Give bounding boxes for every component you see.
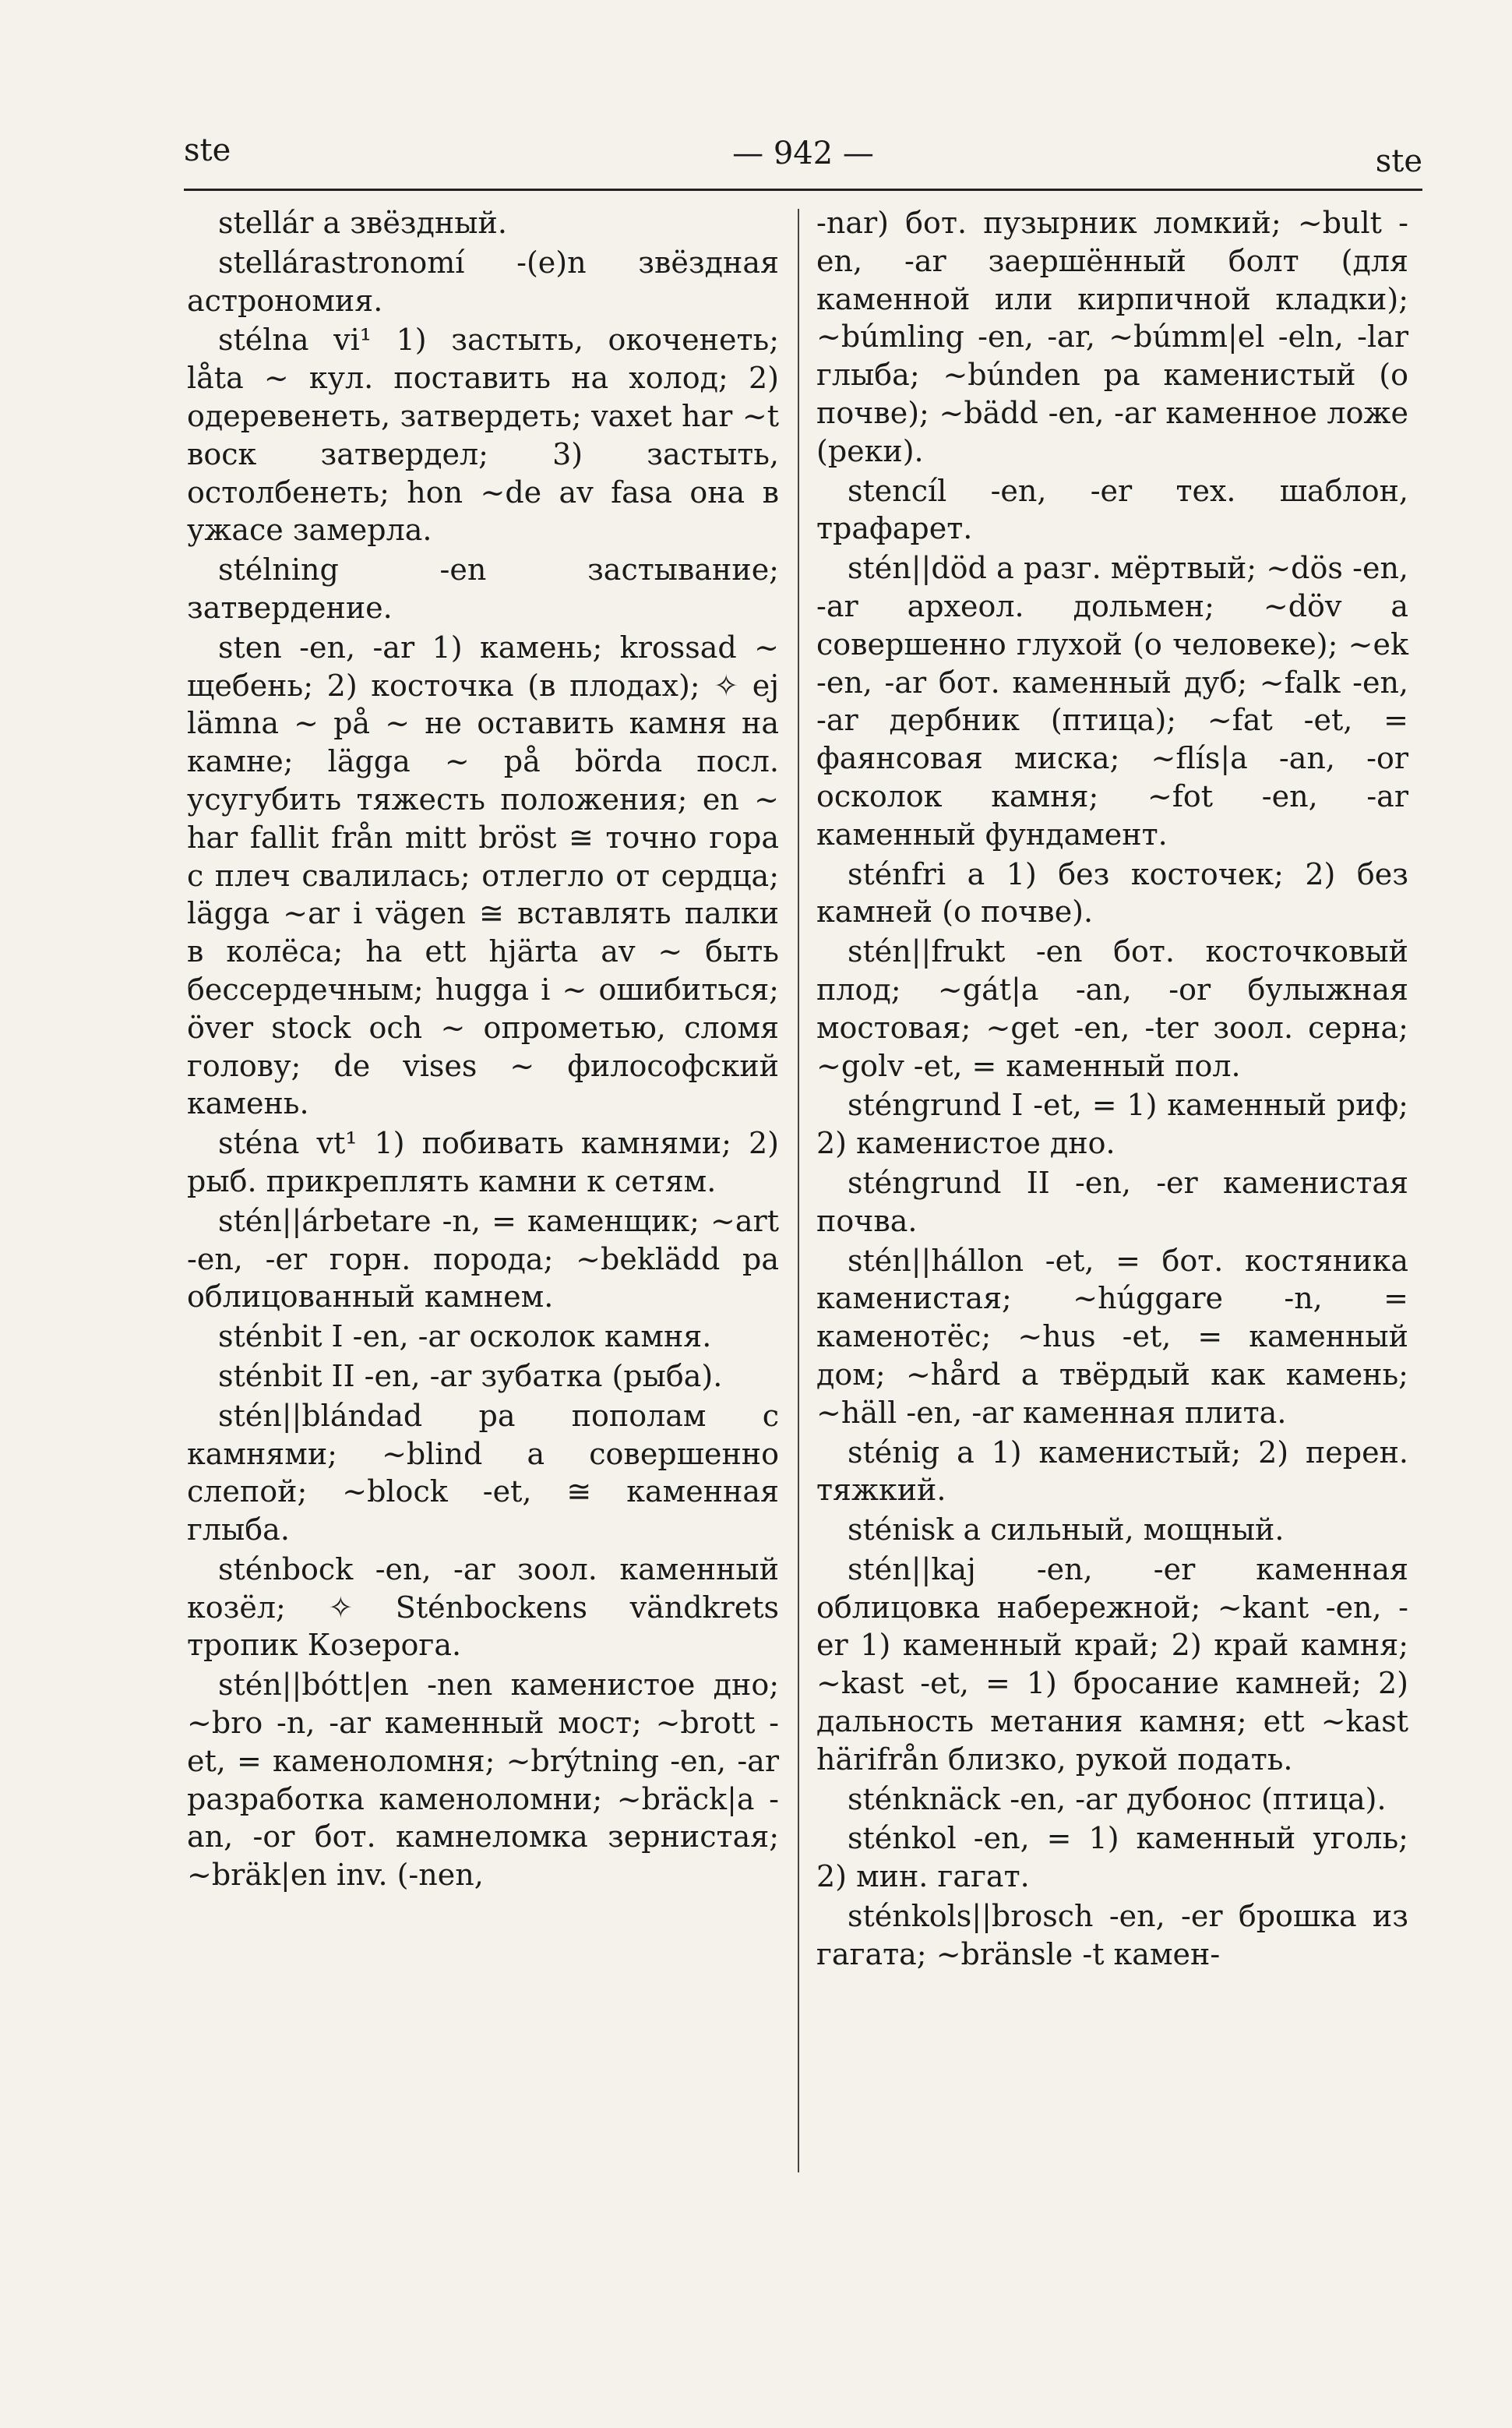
entry: sténbit II -en, -ar зубатка (рыба). (218, 1358, 723, 1393)
entry: stellár a звёздный. (218, 206, 507, 240)
entry: sténgrund I -et, = 1) каменный риф; 2) каменистое дно. (816, 1088, 1408, 1161)
entry: stencíl -en, -er тех. шаблон, трафарет. (816, 473, 1408, 546)
entry: stellárastronomí -(e)n звёздная астрономия. (187, 245, 779, 318)
entry: sténig a 1) каменистый; 2) перен. тяжкий. (816, 1435, 1408, 1508)
entry: stélna vi¹ 1) застыть, окоченеть; låta ~ кул. поставить на холод; 2) одеревенеть, затвердеть; vaxet har ~t воск затвердел; 3) застыть, остолбенеть; hon ~de av fasa она в ужасе замерла. (187, 323, 779, 548)
entry-continuation: -nar) бот. пузырник ломкий; ~bult -en, -ar заершённый болт (для каменной или кирпичной кладки); ~búmling -en, -ar, ~búmm|el -eln, -lar глыба; ~búnden pa каменистый (о почве); ~bädd -en, -ar каменное ложе (реки). (816, 206, 1408, 468)
column-divider (798, 209, 799, 2172)
entry: sténgrund II -en, -er каменистая почва. (816, 1165, 1408, 1238)
entry: sténkols||brosch -en, -er брошка из гагата; ~bränsle -t камен- (816, 1899, 1408, 1971)
entry: sten -en, -ar 1) камень; krossad ~ щебень; 2) косточка (в плодах); ✧ ej lämna ~ på ~ не оставить камня на камне; lägga ~ på börda посл. усугубить тяжесть положения; en ~ har fallit från mitt bröst ≅ точно гора с плеч свалилась; отлегло от сердца; lägga ~ar i vägen ≅ вставлять палки в колёса; ha ett hjärta av ~ быть бессердечным; hugga i ~ ошибиться; över stock och ~ опрометью, сломя голову; de vises ~ философский камень. (187, 630, 779, 1121)
entry: sténfri a 1) без косточек; 2) без камней (о почве). (816, 856, 1408, 930)
entry: sténisk a сильный, мощный. (848, 1512, 1285, 1547)
header-rule (184, 189, 1422, 191)
entry: sténknäck -en, -ar дубонос (птица). (848, 1781, 1387, 1816)
entry: stén||árbetare -n, = каменщик; ~art -en, -er горн. порода; ~beklädd pa облицованный камнем. (187, 1203, 779, 1315)
entry: stén||kaj -en, -er каменная облицовка набережной; ~kant -en, -er 1) каменный край; 2) край камня; ~kast -et, = 1) бросание камней; 2) дальность метания камня; ett ~kast härifrån близко, рукой подать. (816, 1551, 1408, 1777)
header-left-guideword: ste (184, 132, 231, 168)
entry: sténbit I -en, -ar осколок камня. (218, 1319, 712, 1354)
entry: stén||frukt -en бот. косточковый плод; ~gát|a -an, -or булыжная мостовая; ~get -en, -ter зоол. серна; ~golv -et, = каменный пол. (816, 934, 1408, 1083)
entry: sténkol -en, = 1) каменный уголь; 2) мин. гагат. (816, 1821, 1408, 1894)
entry: stén||bótt|en -nen каменистое дно; ~bro -n, -ar каменный мост; ~brott -et, = каменоломня; ~brýtning -en, -ar разработка каменоломни; ~bräck|a -an, -or бот. камнеломка зернистая; ~bräk|en inv. (-nen, (187, 1667, 779, 1893)
entry: sténbock -en, -ar зоол. каменный козёл; ✧ Sténbockens vändkrets тропик Козерога. (187, 1551, 779, 1663)
page-number: — 942 — (732, 136, 874, 171)
header-right-guideword: ste (1375, 143, 1422, 179)
entry: stén||blándad pa пополам с камнями; ~blind a совершенно слепой; ~block -et, ≅ каменная глыба. (187, 1398, 779, 1547)
entry: sténa vt¹ 1) побивать камнями; 2) рыб. прикреплять камни к сетям. (187, 1126, 779, 1198)
entry: stén||död a разг. мёртвый; ~dös -en, -ar археол. дольмен; ~döv a совершенно глухой (о человеке); ~ek -en, -ar бот. каменный дуб; ~falk -en, -ar дербник (птица); ~fat -et, = фаянсовая миска; ~flís|a -an, -or осколок камня; ~fot -en, -ar каменный фундамент. (816, 551, 1408, 852)
entry: stélning -en застывание; затвердение. (187, 552, 779, 625)
right-column (816, 204, 1408, 1975)
entry: stén||hállon -et, = бот. костяника каменистая; ~húggare -n, = каменотёс; ~hus -et, = каменный дом; ~hård a твёрдый как камень; ~häll -en, -ar каменная плита. (816, 1243, 1408, 1430)
left-column (187, 204, 779, 1896)
page-header (184, 132, 1422, 195)
